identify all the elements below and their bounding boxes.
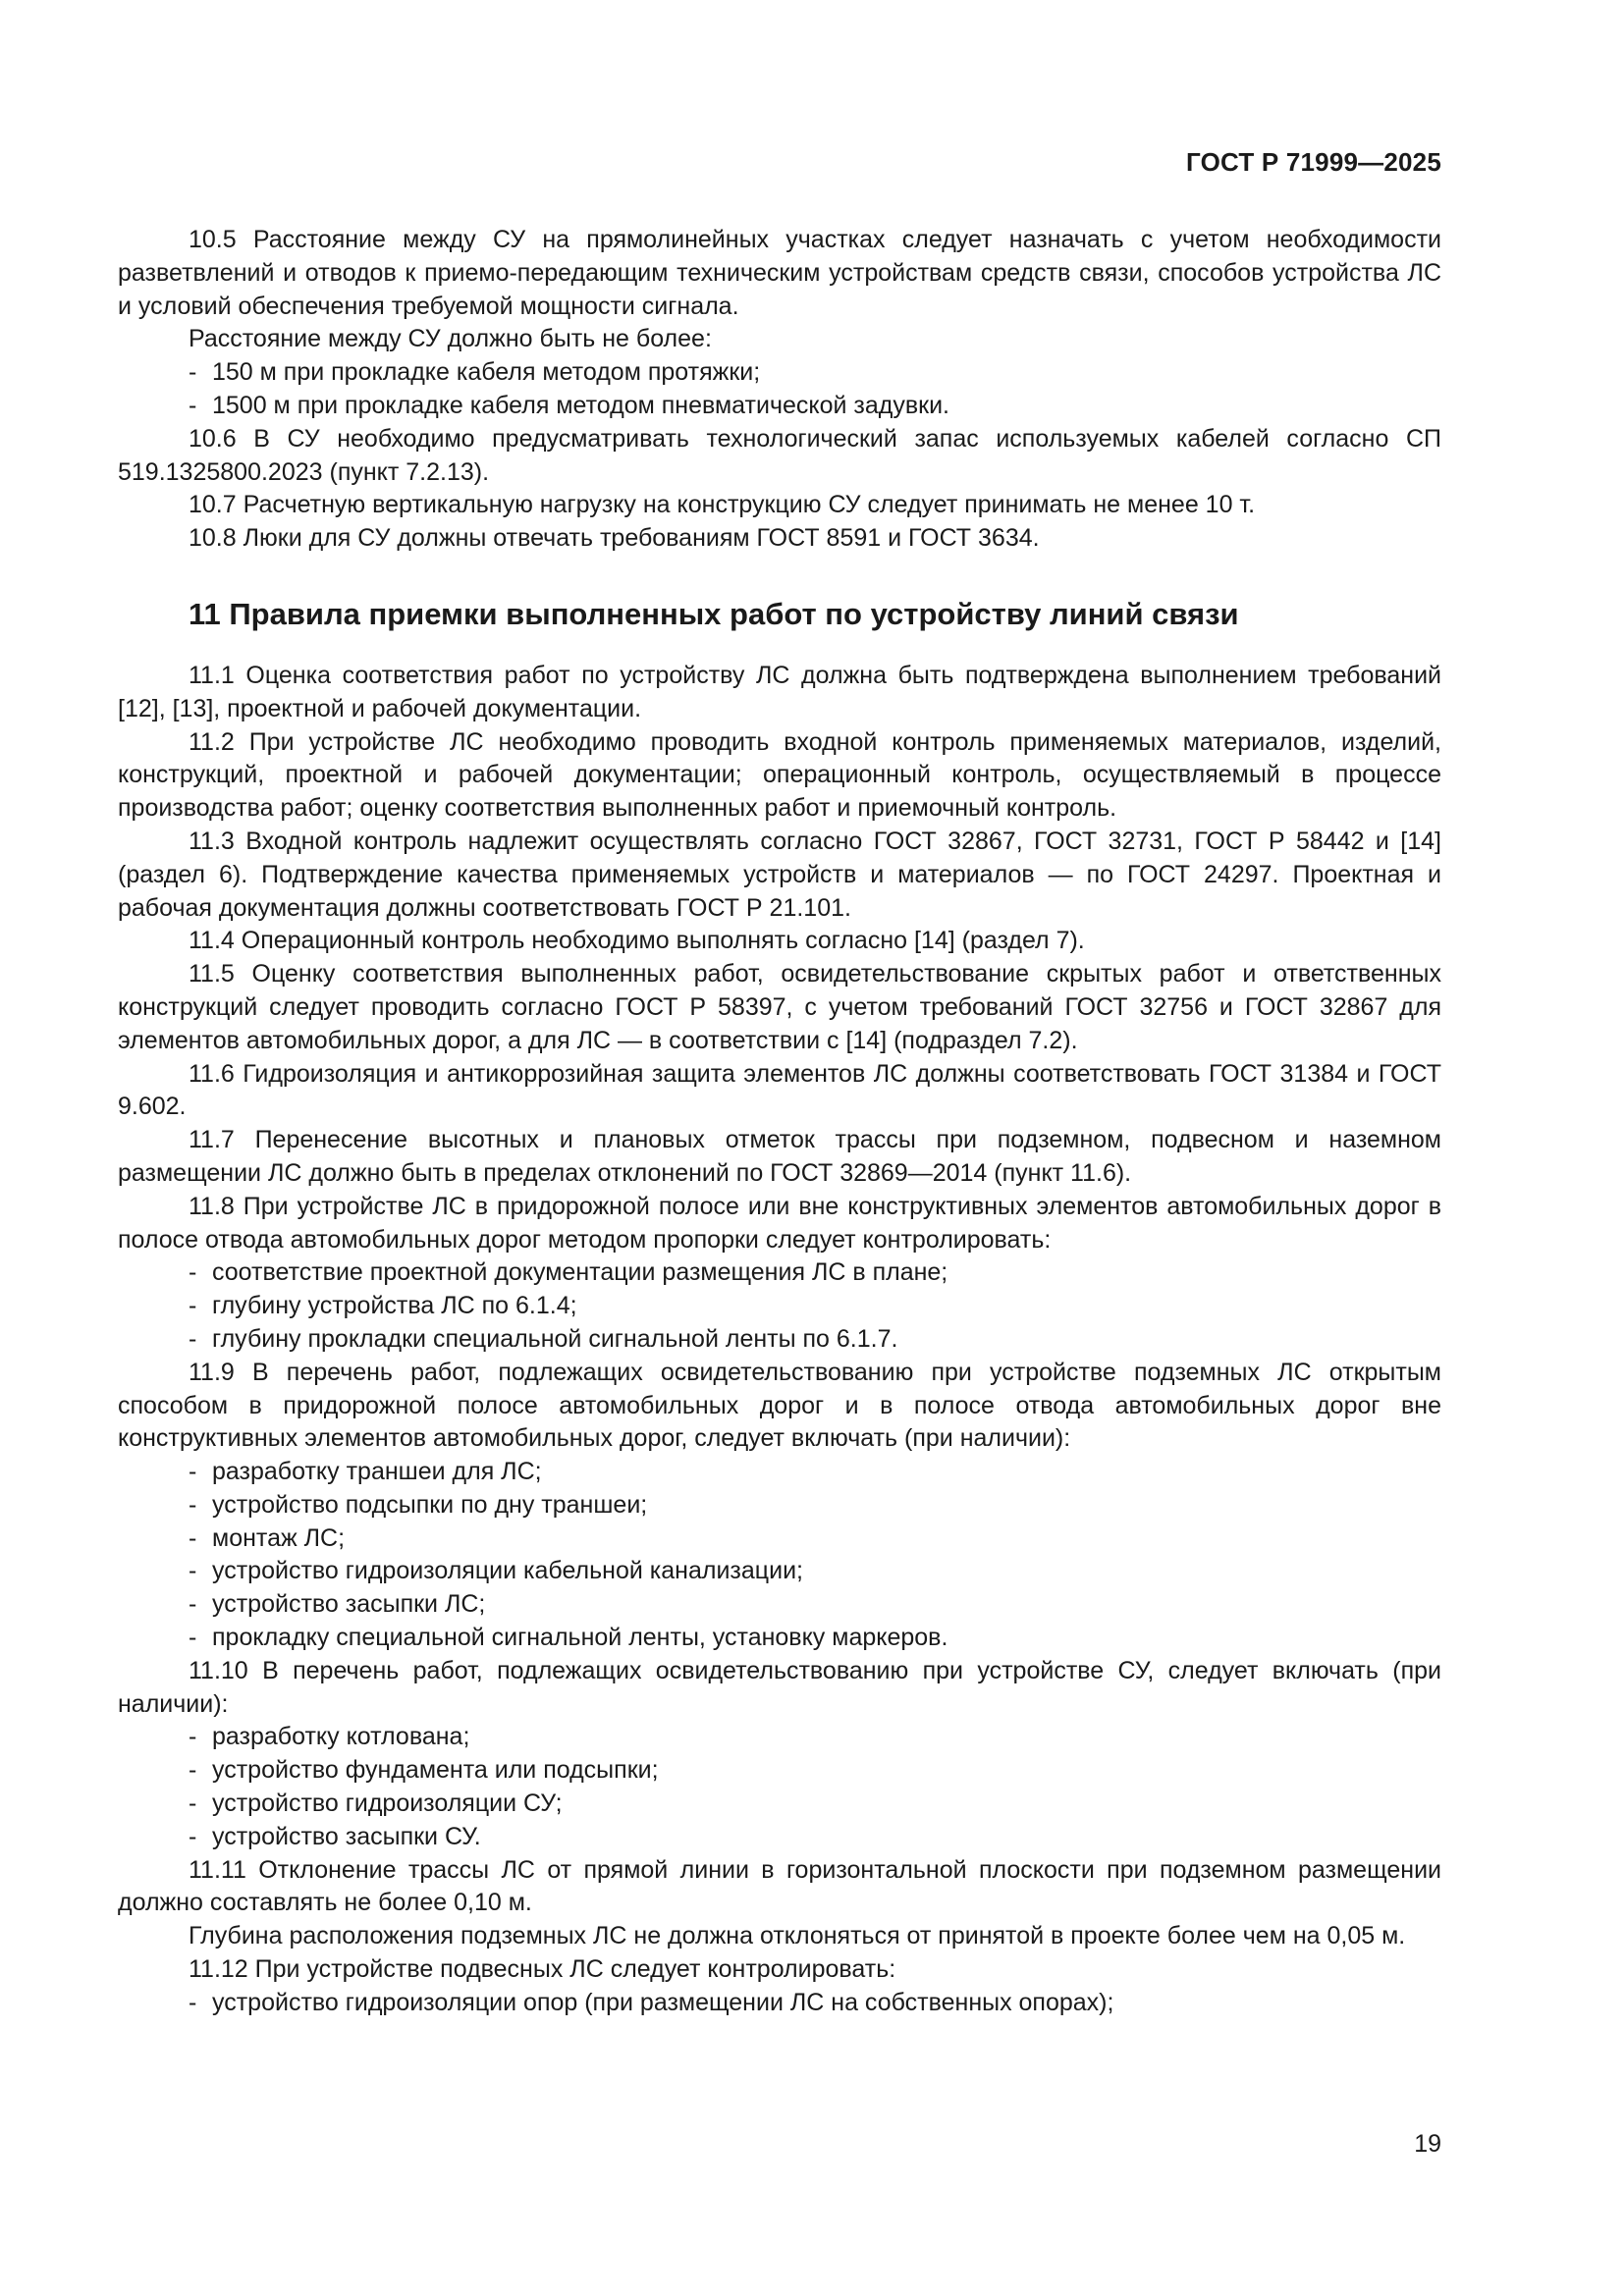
list-item bbox=[118, 1522, 1441, 1556]
paragraph: 11.4 Операционный контроль необходимо выполнять согласно [14] (раздел 7). bbox=[189, 927, 1085, 955]
paragraph: 11.12 При устройстве подвесных ЛС следует контролировать: bbox=[189, 1955, 896, 1984]
paragraph: 11.5 Оценку соответствия выполненных работ, освидетельствование скрытых работ и ответственных конструкций следует проводить согласно ГОСТ Р 58397, с учетом требований ГОСТ 32756 и ГОСТ 32867 для элементов автомобильных дорог, а для ЛС — в соответствии с [14] (подраздел 7.2). bbox=[118, 960, 1441, 1054]
document-id: ГОСТ Р 71999—2025 bbox=[1186, 147, 1441, 177]
list-item bbox=[118, 1821, 1441, 1854]
list-marker: - bbox=[189, 358, 197, 387]
list-item-text: глубину устройства ЛС по 6.1.4; bbox=[212, 1292, 577, 1320]
paragraph: 11.11 Отклонение трассы ЛС от прямой линии в горизонтальной плоскости при подземном размещении должно составлять не более 0,10 м. bbox=[118, 1855, 1441, 1917]
paragraph: Расстояние между СУ должно быть не более: bbox=[189, 325, 712, 353]
list-item-text: устройство фундамента или подсыпки; bbox=[212, 1756, 659, 1785]
list-marker: - bbox=[189, 1624, 197, 1652]
list-item bbox=[118, 1622, 1441, 1655]
list-marker: - bbox=[189, 1789, 197, 1818]
page-number: 19 bbox=[1414, 2130, 1441, 2158]
list-item-text: соответствие проектной документации размещения ЛС в плане; bbox=[212, 1258, 948, 1287]
list-marker: - bbox=[189, 1490, 197, 1519]
list-marker: - bbox=[189, 1590, 197, 1619]
paragraph: 11.10 В перечень работ, подлежащих освидетельствованию при устройстве СУ, следует включать (при наличии): bbox=[118, 1656, 1441, 1718]
list-marker: - bbox=[189, 1822, 197, 1850]
paragraph: Глубина расположения подземных ЛС не должна отклоняться от принятой в проекте более чем на 0,05 м. bbox=[189, 1922, 1406, 1950]
paragraph: 11.3 Входной контроль надлежит осуществлять согласно ГОСТ 32867, ГОСТ 32731, ГОСТ Р 58442 и [14] (раздел 6). Подтверждение качества применяемых устройств и материалов — по ГОСТ 24297. Проектная и рабочая документация должны соответствовать ГОСТ Р 21.101. bbox=[118, 827, 1441, 922]
list-item bbox=[118, 390, 1441, 423]
list-item-text: 150 м при прокладке кабеля методом протяжки; bbox=[212, 358, 761, 387]
list-marker: - bbox=[189, 1723, 197, 1751]
list-item bbox=[118, 1456, 1441, 1489]
paragraph: 11.9 В перечень работ, подлежащих освидетельствованию при устройстве подземных ЛС открытым способом в придорожной полосе автомобильных дорог и в полосе отвода автомобильных дорог вне конструктивных элементов автомобильных дорог, следует включать (при наличии): bbox=[118, 1358, 1441, 1453]
list-item-text: устройство гидроизоляции кабельной канализации; bbox=[212, 1557, 803, 1585]
paragraph: 11.2 При устройстве ЛС необходимо проводить входной контроль применяемых материалов, изделий, конструкций, проектной и рабочей документации; операционный контроль, осуществляемый в процессе производства работ; оценку соответствия выполненных работ и приемочный контроль. bbox=[118, 727, 1441, 823]
list-item-text: устройство подсыпки по дну траншеи; bbox=[212, 1490, 648, 1519]
list-item bbox=[118, 1588, 1441, 1622]
list-item-text: устройство гидроизоляции СУ; bbox=[212, 1789, 563, 1818]
list-marker: - bbox=[189, 1756, 197, 1785]
paragraph: 10.7 Расчетную вертикальную нагрузку на конструкцию СУ следует принимать не менее 10 т. bbox=[189, 491, 1256, 519]
list-marker: - bbox=[189, 391, 197, 419]
list-item bbox=[118, 1323, 1441, 1357]
list-item bbox=[118, 1256, 1441, 1290]
list-marker: - bbox=[189, 1292, 197, 1320]
list-item-text: разработку траншеи для ЛС; bbox=[212, 1458, 542, 1486]
list-marker: - bbox=[189, 1258, 197, 1287]
list-item bbox=[118, 1788, 1441, 1821]
list-item-text: устройство засыпки СУ. bbox=[212, 1822, 481, 1850]
list-marker: - bbox=[189, 1458, 197, 1486]
list-item bbox=[118, 1290, 1441, 1323]
list-marker: - bbox=[189, 1523, 197, 1552]
list-item bbox=[118, 1987, 1441, 2020]
paragraph: 11.6 Гидроизоляция и антикоррозийная защита элементов ЛС должны соответствовать ГОСТ 31384 и ГОСТ 9.602. bbox=[118, 1059, 1441, 1121]
list-item bbox=[118, 1721, 1441, 1754]
list-item-text: глубину прокладки специальной сигнальной ленты по 6.1.7. bbox=[212, 1324, 898, 1353]
list-marker: - bbox=[189, 1557, 197, 1585]
list-item-text: 1500 м при прокладке кабеля методом пневматической задувки. bbox=[212, 391, 949, 419]
list-item bbox=[118, 1555, 1441, 1588]
paragraph: 11.8 При устройстве ЛС в придорожной полосе или вне конструктивных элементов автомобильных дорог в полосе отвода автомобильных дорог методом пропорки следует контролировать: bbox=[118, 1192, 1441, 1254]
list-item-text: разработку котлована; bbox=[212, 1723, 470, 1751]
list-marker: - bbox=[189, 1988, 197, 2016]
list-item-text: устройство гидроизоляции опор (при размещении ЛС на собственных опорах); bbox=[212, 1988, 1114, 2016]
paragraph: 11.7 Перенесение высотных и плановых отметок трассы при подземном, подвесном и наземном размещении ЛС должно быть в пределах отклонений по ГОСТ 32869—2014 (пункт 11.6). bbox=[118, 1126, 1441, 1187]
list-item bbox=[118, 1489, 1441, 1522]
list-marker: - bbox=[189, 1324, 197, 1353]
paragraph: 10.5 Расстояние между СУ на прямолинейных участках следует назначать с учетом необходимости разветвлений и отводов к приемо-передающим техническим устройствам средств связи, способов устройства ЛС и условий обеспечения требуемой мощности сигнала. bbox=[118, 226, 1441, 320]
paragraph: 10.8 Люки для СУ должны отвечать требованиям ГОСТ 8591 и ГОСТ 3634. bbox=[189, 524, 1040, 553]
list-item-text: прокладку специальной сигнальной ленты, установку маркеров. bbox=[212, 1624, 948, 1652]
paragraph: 11.1 Оценка соответствия работ по устройству ЛС должна быть подтверждена выполнением требований [12], [13], проектной и рабочей документации. bbox=[118, 661, 1441, 722]
paragraph: 10.6 В СУ необходимо предусматривать технологический запас используемых кабелей согласно СП 519.1325800.2023 (пункт 7.2.13). bbox=[118, 424, 1441, 486]
document-body bbox=[118, 224, 1441, 2020]
section-heading: 11 Правила приемки выполненных работ по устройству линий связи bbox=[189, 596, 1239, 631]
list-item bbox=[118, 356, 1441, 390]
list-item-text: монтаж ЛС; bbox=[212, 1523, 346, 1552]
list-item bbox=[118, 1754, 1441, 1788]
list-item-text: устройство засыпки ЛС; bbox=[212, 1590, 486, 1619]
